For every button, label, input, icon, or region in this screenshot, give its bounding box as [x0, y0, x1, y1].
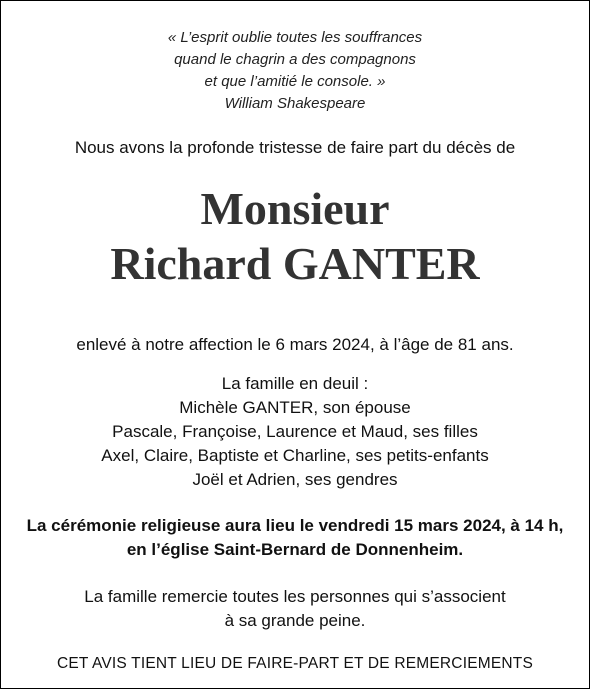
- deceased-name: Richard GANTER: [110, 238, 480, 289]
- family-heading: La famille en deuil :: [221, 374, 369, 393]
- age-statement: enlevé à notre affection le 6 mars 2024, à l’âge de 81 ans.: [76, 335, 514, 354]
- thanks-message: [1, 585, 589, 633]
- quote-author: William Shakespeare: [224, 95, 366, 112]
- ceremony-info: [1, 514, 589, 562]
- quote-line: quand le chagrin a des compagnons: [174, 51, 416, 68]
- family-member: Joël et Adrien, ses gendres: [192, 470, 398, 489]
- deceased-name-heading: [1, 181, 589, 291]
- family-member: Michèle GANTER, son épouse: [179, 398, 411, 417]
- epigraph-quote: [1, 27, 589, 115]
- family-member: Pascale, Françoise, Laurence et Maud, ses filles: [112, 422, 478, 441]
- quote-line: et que l’amitié le console. »: [204, 73, 386, 90]
- footer-notice: CET AVIS TIENT LIEU DE FAIRE-PART ET DE REMERCIEMENTS: [57, 655, 533, 672]
- family-member: Axel, Claire, Baptiste et Charline, ses petits-enfants: [101, 446, 489, 465]
- thanks-line: à sa grande peine.: [224, 611, 366, 630]
- quote-line: « L’esprit oublie toutes les souffrances: [167, 29, 423, 46]
- family-list: [1, 372, 589, 492]
- deceased-title: Monsieur: [200, 183, 390, 234]
- ceremony-location-line: en l’église Saint-Bernard de Donnenheim.: [126, 540, 464, 559]
- intro-text: Nous avons la profonde tristesse de faire part du décès de: [74, 138, 516, 157]
- ceremony-date-line: La cérémonie religieuse aura lieu le vendredi 15 mars 2024, à 14 h,: [26, 516, 564, 535]
- thanks-line: La famille remercie toutes les personnes qui s’associent: [84, 587, 506, 606]
